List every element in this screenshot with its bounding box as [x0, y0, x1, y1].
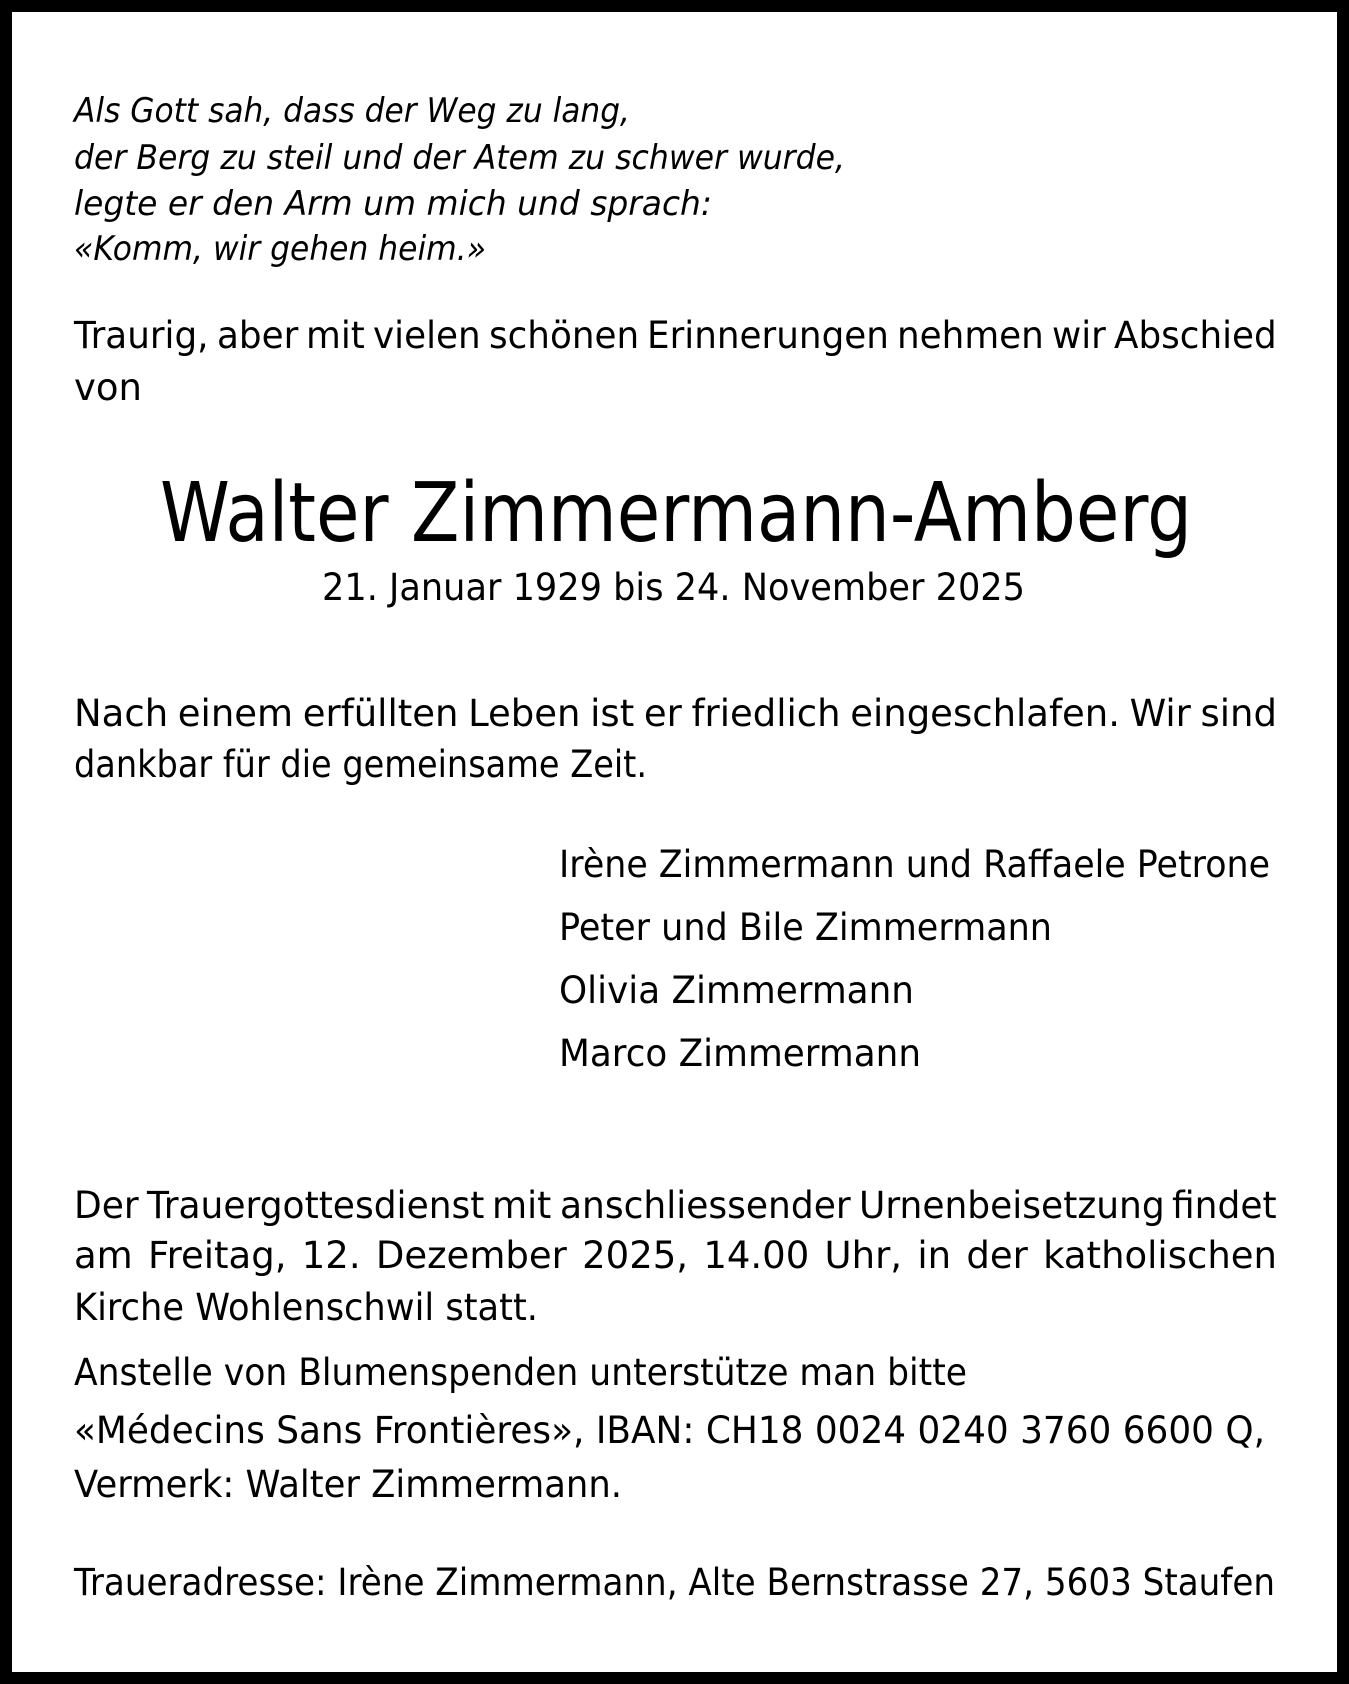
word: Erinnerungen [647, 313, 890, 357]
word: Leben [468, 691, 581, 735]
poem-line: Als Gott sah, dass der Weg zu lang, [74, 91, 630, 132]
word: Trauergottesdienst [146, 1183, 485, 1227]
word: in [917, 1233, 952, 1277]
word: Uhr, [824, 1233, 903, 1277]
word: findet [1172, 1183, 1277, 1227]
word: anschliessender [559, 1183, 851, 1227]
intro-line: von [74, 365, 142, 409]
word: er [643, 691, 682, 735]
donation-line: «Médecins Sans Frontières», IBAN: CH18 0024 0240 3760 6600 Q, [74, 1408, 1265, 1452]
mourner-name: Olivia Zimmermann [559, 968, 914, 1012]
mourner-name: Irène Zimmermann und Raffaele Petrone [559, 842, 1270, 886]
word: Traurig, [74, 313, 209, 357]
word: wir [1052, 313, 1107, 357]
donation-line: Vermerk: Walter Zimmermann. [74, 1462, 622, 1506]
life-dates: 21. Januar 1929 bis 24. November 2025 [322, 565, 1025, 609]
word: aber [216, 313, 299, 357]
word: 14.00 [703, 1233, 810, 1277]
service-line [74, 1183, 1277, 1227]
word: Dezember [375, 1233, 567, 1277]
word: Abschied [1114, 313, 1277, 357]
word: katholischen [1043, 1233, 1277, 1277]
word: 2025, [582, 1233, 689, 1277]
deceased-name: Walter Zimmermann-Amberg [160, 465, 1192, 561]
donation-line: Anstelle von Blumenspenden unterstütze man bitte [74, 1350, 967, 1394]
word: erfüllten [302, 691, 459, 735]
poem-line: der Berg zu steil und der Atem zu schwer wurde, [74, 138, 845, 179]
word: nehmen [897, 313, 1045, 357]
service-line [74, 1233, 1277, 1277]
service-line: Kirche Wohlenschwil statt. [74, 1285, 538, 1329]
word: am [74, 1233, 133, 1277]
word: vielen [373, 313, 481, 357]
word: einem [177, 691, 294, 735]
word: Urnenbeisetzung [858, 1183, 1165, 1227]
word: sind [1200, 691, 1277, 735]
word: Wir [1129, 691, 1191, 735]
word: 12. [301, 1233, 361, 1277]
word: schönen [488, 313, 640, 357]
word: Der [74, 1183, 139, 1227]
mourner-name: Peter und Bile Zimmermann [559, 905, 1052, 949]
mourner-name: Marco Zimmermann [559, 1031, 921, 1075]
poem-line: «Komm, wir gehen heim.» [74, 229, 486, 270]
poem-line: legte er den Arm um mich und sprach: [74, 184, 712, 225]
tribute-line [74, 691, 1277, 735]
word: Nach [74, 691, 169, 735]
word: ist [590, 691, 635, 735]
word: friedlich [691, 691, 841, 735]
tribute-line: dankbar für die gemeinsame Zeit. [74, 742, 647, 786]
word: der [966, 1233, 1028, 1277]
mourning-address: Traueradresse: Irène Zimmermann, Alte Bernstrasse 27, 5603 Staufen [74, 1560, 1275, 1604]
word: Freitag, [148, 1233, 287, 1277]
word: mit [492, 1183, 552, 1227]
intro-line [74, 313, 1277, 357]
word: mit [306, 313, 365, 357]
word: eingeschlafen. [850, 691, 1120, 735]
